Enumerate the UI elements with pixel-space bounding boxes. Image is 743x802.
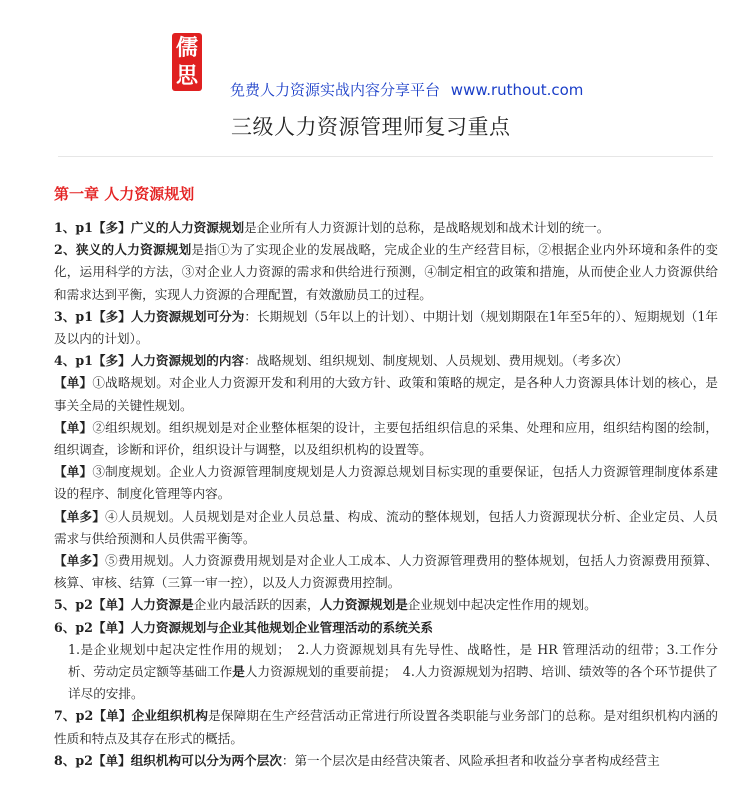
paragraph-8-text: ：第一个层次是由经营决策者、风险承担者和收益分享者构成经营主	[281, 752, 660, 768]
paragraph-4-1-tag: 【单】	[54, 375, 93, 391]
paragraph-4-4-text: ④人员规划。人员规划是对企业人员总量、构成、流动的整体规划，包括人力资源现状分析、企业定员、人员需求与供给预测和人员供需平衡等。	[54, 508, 719, 546]
paragraph-6-list-text-a: 1.是企业规划中起决定性作用的规划； 2.人力资源规划具有先导性、战略性，是 HR 管理活动的纽带；3.工作分析、劳动定员定额等基础工作	[68, 641, 718, 680]
paragraph-7	[54, 705, 718, 749]
paragraph-3-text: ：长期规划（5年以上的计划）、中期计划（规划期限在1年至5年的）、短期规划（1年及以内的计划）。	[54, 308, 718, 347]
header-divider	[58, 156, 713, 157]
paragraph-3-term: 3、p1【多】人力资源规划可分为	[54, 308, 245, 324]
paragraph-5-term-b: 人力资源规划是	[319, 597, 408, 613]
paragraph-4-4-tag: 【单多】	[54, 508, 106, 524]
platform-url-link[interactable]: www.ruthout.com	[450, 81, 584, 99]
paragraph-5	[54, 594, 718, 616]
paragraph-4-2-text: ②组织规划。组织规划是对企业整体框架的设计，主要包括组织信息的采集、处理和应用，组织结构图的绘制，组织调查，诊断和评价，组织设计与调整，以及组织机构的设置等。	[54, 419, 719, 458]
paragraph-1-term: 1、p1【多】广义的人力资源规划	[54, 220, 245, 235]
paragraph-4-2-tag: 【单】	[54, 419, 93, 435]
paragraph-4-2	[54, 417, 718, 461]
paragraph-4	[54, 350, 718, 372]
document-body	[54, 217, 718, 772]
paragraph-6	[54, 617, 718, 639]
paragraph-7-text: 是保障期在生产经营活动正常进行所设置各类职能与业务部门的总称。是对组织机构内涵的性质和特点及其存在形式的概括。	[54, 708, 718, 746]
paragraph-4-3-text: ③制度规划。企业人力资源管理制度规划是人力资源总规划目标实现的重要保证，包括人力资源管理制度体系建设的程序、制度化管理等内容。	[54, 464, 719, 502]
paragraph-2	[54, 239, 718, 306]
ruthout-seal-logo	[172, 33, 202, 91]
paragraph-8-term: 8、p2【单】组织机构可以分为两个层次	[54, 752, 282, 768]
platform-tagline: 免费人力资源实战内容分享平台	[230, 81, 441, 99]
document-title: 三级人力资源管理师复习重点	[231, 115, 511, 139]
seal-char-1: 儒	[175, 35, 198, 61]
paragraph-4-text: ：战略规划、组织规划、制度规划、人员规划、费用规划。（考多次）	[244, 353, 629, 369]
paragraph-4-1	[54, 372, 718, 416]
paragraph-4-5	[54, 550, 718, 594]
paragraph-2-text: 是指①为了实现企业的发展战略，完成企业的生产经营目标，②根据企业内外环境和条件的变化，运用科学的方法，③对企业人力资源的需求和供给进行预测，④制定相宜的政策和措施，从而使企业人力资源供给和需求达到平衡，实现人力资源的合理配置，有效激励员工的过程。	[54, 242, 719, 302]
paragraph-4-3-tag: 【单】	[54, 464, 93, 480]
paragraph-4-4	[54, 506, 718, 550]
paragraph-5-text-b: 企业规划中起决定性作用的规划。	[407, 597, 597, 613]
paragraph-7-term: 7、p2【单】企业组织机构	[54, 708, 209, 724]
paragraph-4-3	[54, 461, 718, 505]
paragraph-5-text-a: 企业内最活跃的因素，	[193, 597, 320, 613]
paragraph-6-list-text-b: 人力资源规划的重要前提； 4.人力资源规划为招聘、培训、绩效等的各个环节提供了详尽的安排。	[68, 664, 719, 702]
paragraph-5-term-a: 5、p2【单】人力资源是	[54, 597, 194, 613]
paragraph-4-term: 4、p1【多】人力资源规划的内容	[54, 353, 245, 369]
seal-char-2: 思	[175, 63, 198, 89]
paragraph-4-5-tag: 【单多】	[54, 553, 106, 569]
paragraph-4-1-text: ①战略规划。对企业人力资源开发和利用的大致方针、政策和策略的规定，是各种人力资源具体计划的核心，是事关全局的关键性规划。	[54, 375, 719, 413]
platform-banner	[230, 79, 583, 100]
paragraph-4-5-text: ⑤费用规划。人力资源费用规划是对企业人工成本、人力资源管理费用的整体规划，包括人力资源费用预算、核算、审核、结算（三算一审一控），以及人力资源费用控制。	[54, 553, 719, 591]
chapter-heading: 第一章 人力资源规划	[54, 185, 195, 203]
paragraph-1	[54, 217, 718, 239]
paragraph-6-term: 6、p2【单】人力资源规划与企业其他规划企业管理活动的系统关系	[54, 619, 433, 635]
paragraph-6-list-bold: 是	[232, 664, 245, 680]
paragraph-6-list	[54, 639, 718, 706]
paragraph-2-term: 2、狭义的人力资源规划	[54, 242, 192, 258]
paragraph-8	[54, 750, 718, 772]
paragraph-3	[54, 306, 718, 350]
paragraph-1-text: 是企业所有人力资源计划的总称，是战略规划和战术计划的统一。	[244, 220, 610, 235]
